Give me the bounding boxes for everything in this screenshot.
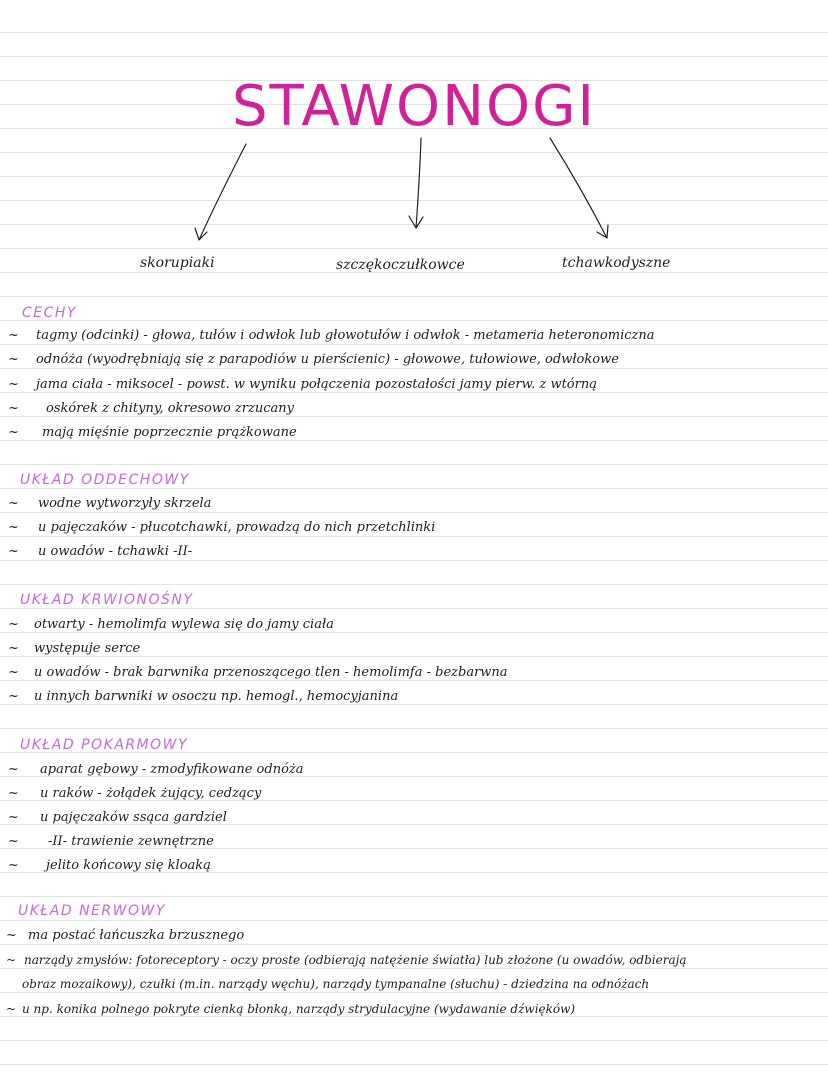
note-line: ~ występuje serce — [8, 641, 141, 656]
branch-tchawkodyszne: tchawkodyszne — [562, 255, 671, 271]
note-line: ~ -II- trawienie zewnętrzne — [8, 834, 214, 849]
section-heading: UKŁAD ODDECHOWY — [20, 472, 190, 488]
note-line: ~ u raków - żołądek żujący, cedzący — [8, 786, 262, 801]
section-heading: CECHY — [22, 305, 77, 321]
note-line: ~ u owadów - tchawki -II- — [8, 544, 193, 559]
page-title: STAWONOGI — [232, 74, 596, 139]
note-line: ~ wodne wytworzyły skrzela — [8, 496, 212, 511]
note-line: ~ u innych barwniki w osoczu np. hemogl., hemocyjanina — [8, 689, 399, 704]
note-line: ~ u np. konika polnego pokryte cienką błonką, narządy strydulacyjne (wydawanie dźwięków) — [6, 1002, 576, 1016]
arrow-left-icon — [195, 144, 246, 240]
section-heading: UKŁAD POKARMOWY — [20, 737, 189, 753]
arrow-middle-icon — [409, 138, 423, 228]
note-line: ~ u owadów - brak barwnika przenoszącego tlen - hemolimfa - bezbarwna — [8, 665, 508, 680]
note-line: ~ otwarty - hemolimfa wylewa się do jamy ciała — [8, 617, 334, 632]
note-line: ~ odnóża (wyodrębniają się z parapodiów u pierścienic) - głowowe, tułowiowe, odwłokowe — [8, 352, 619, 367]
note-line: obraz mozaikowy), czułki (m.in. narządy węchu), narządy tympanalne (słuchu) - dziedzina na odnóżach — [22, 977, 650, 991]
branch-skorupiaki: skorupiaki — [140, 255, 215, 271]
note-line: ~ aparat gębowy - zmodyfikowane odnóża — [8, 762, 304, 777]
note-line: ~ u pajęczaków - płucotchawki, prowadzą do nich przetchlinki — [8, 520, 436, 535]
branch-szczekoczulkowce: szczękoczułkowce — [336, 257, 465, 273]
section-heading: UKŁAD KRWIONOŚNY — [20, 592, 194, 608]
note-line: ~ jelito końcowy się kloaką — [8, 858, 211, 873]
note-line: ~ narządy zmysłów: fotoreceptory - oczy proste (odbierają natężenie światła) lub złożone (u owadów, odbierają — [6, 953, 687, 967]
note-line: ~ tagmy (odcinki) - głowa, tułów i odwłok lub głowotułów i odwłok - metameria heteronomiczna — [8, 328, 655, 343]
note-line: ~ u pajęczaków ssąca gardziel — [8, 810, 227, 825]
note-line: ~ ma postać łańcuszka brzusznego — [6, 928, 245, 943]
note-line: ~ oskórek z chityny, okresowo zrzucany — [8, 401, 294, 416]
arrow-right-icon — [550, 138, 608, 238]
section-heading: UKŁAD NERWOWY — [18, 903, 166, 919]
note-line: ~ jama ciała - miksocel - powst. w wyniku połączenia pozostałości jamy pierw. z wtórną — [8, 377, 597, 392]
note-line: ~ mają mięśnie poprzecznie prążkowane — [8, 425, 297, 440]
